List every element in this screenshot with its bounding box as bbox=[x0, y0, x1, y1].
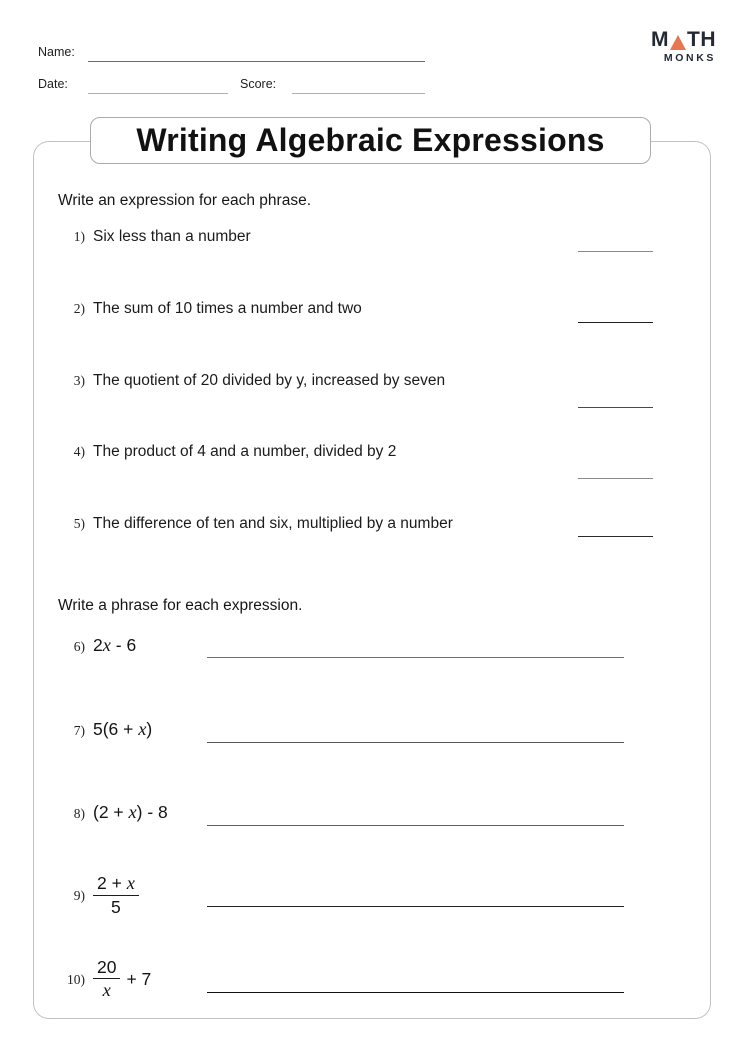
logo-text-th: TH bbox=[687, 28, 716, 51]
answer-line-6 bbox=[207, 657, 624, 658]
question-7-expression: 5(6 + x) bbox=[93, 719, 153, 739]
question-3 bbox=[40, 372, 445, 390]
logo-subtext: MONKS bbox=[663, 52, 716, 64]
question-6 bbox=[40, 635, 136, 656]
section1-instruction: Write an expression for each phrase. bbox=[58, 192, 312, 209]
logo-text-m: M bbox=[651, 28, 669, 51]
question-8 bbox=[40, 802, 168, 823]
logo-triangle-icon bbox=[670, 35, 686, 50]
question-2-number: 2) bbox=[73, 301, 85, 316]
question-3-text: The quotient of 20 divided by y, increased by seven bbox=[93, 372, 446, 389]
question-9-expression bbox=[93, 873, 139, 918]
question-8-expression: (2 + x) - 8 bbox=[93, 802, 168, 822]
question-4-number: 4) bbox=[73, 444, 85, 459]
answer-line-10 bbox=[207, 992, 624, 993]
answer-line-8 bbox=[207, 825, 624, 826]
answer-line-1 bbox=[578, 251, 653, 252]
question-9-number: 9) bbox=[73, 887, 85, 903]
question-2-text: The sum of 10 times a number and two bbox=[93, 300, 362, 317]
name-blank-line bbox=[88, 61, 425, 62]
date-blank-line bbox=[88, 93, 228, 94]
question-1-text: Six less than a number bbox=[93, 228, 251, 245]
logo-wordmark bbox=[650, 29, 716, 50]
question-1 bbox=[40, 228, 251, 246]
name-label: Name: bbox=[38, 45, 75, 59]
question-1-number: 1) bbox=[73, 229, 85, 244]
fraction: $\frac{2 + x}{5}$ bbox=[93, 874, 139, 917]
date-label: Date: bbox=[38, 77, 68, 91]
question-4 bbox=[40, 443, 396, 461]
question-7 bbox=[40, 719, 152, 740]
question-5 bbox=[40, 515, 453, 533]
answer-line-7 bbox=[207, 742, 624, 743]
fraction: $\frac{20}{x}$ bbox=[93, 958, 120, 1001]
score-blank-line bbox=[292, 93, 425, 94]
question-6-expression: 2x - 6 bbox=[93, 635, 137, 655]
question-4-text: The product of 4 and a number, divided by 2 bbox=[93, 443, 397, 460]
answer-line-2 bbox=[578, 322, 653, 323]
question-10-number: 10) bbox=[67, 971, 85, 987]
worksheet-title: Writing Algebraic Expressions bbox=[136, 122, 605, 158]
score-label: Score: bbox=[240, 77, 277, 91]
worksheet-title-box bbox=[90, 117, 651, 164]
question-6-number: 6) bbox=[73, 639, 85, 654]
question-3-number: 3) bbox=[73, 373, 85, 388]
section2-instruction: Write a phrase for each expression. bbox=[58, 597, 303, 614]
answer-line-5 bbox=[578, 536, 653, 537]
answer-line-9 bbox=[207, 906, 624, 907]
answer-line-4 bbox=[578, 478, 653, 479]
question-8-number: 8) bbox=[73, 806, 85, 821]
question-10 bbox=[40, 958, 151, 1001]
answer-line-3 bbox=[578, 407, 653, 408]
question-2 bbox=[40, 300, 362, 318]
question-5-text: The difference of ten and six, multiplied by a number bbox=[93, 515, 453, 532]
question-5-number: 5) bbox=[73, 516, 85, 531]
question-9 bbox=[40, 874, 139, 917]
mathmonks-logo bbox=[650, 29, 716, 64]
question-10-expression: $\frac{20}{x}$ + 7 bbox=[93, 968, 151, 988]
question-7-number: 7) bbox=[73, 723, 85, 738]
